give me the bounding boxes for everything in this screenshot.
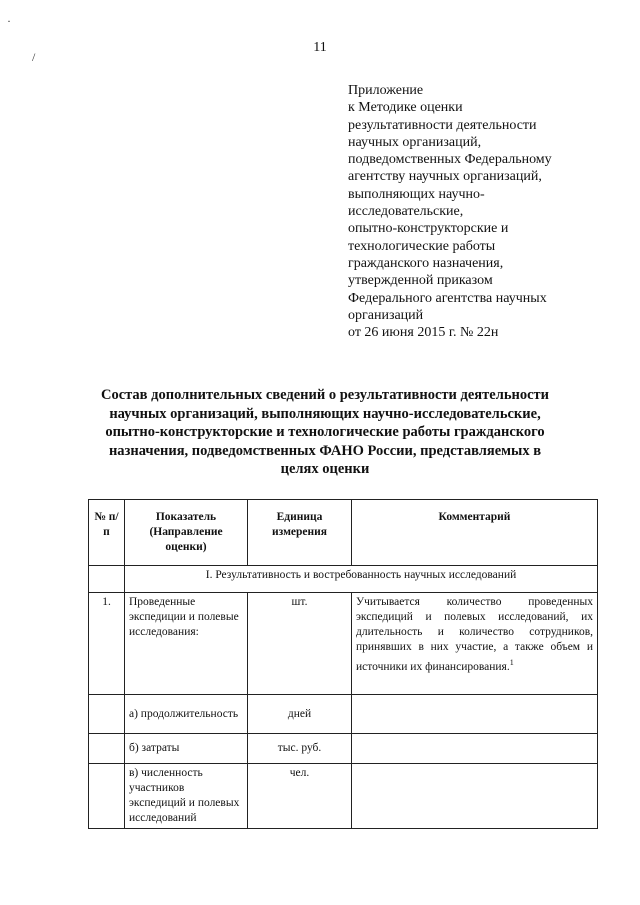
table-row [89, 764, 598, 829]
table-row [89, 734, 598, 764]
row-comment [352, 695, 598, 734]
title-line: Состав дополнительных сведений о результативности деятельности [100, 387, 550, 403]
footnote-marker: 1 [509, 658, 514, 667]
appendix-line: выполняющих научно- [348, 186, 485, 202]
row-indicator: б) затраты [125, 734, 248, 764]
section-row [89, 566, 598, 593]
header-num: № п/п [89, 500, 125, 566]
appendix-line: гражданского назначения, [348, 255, 504, 271]
table-header-row [89, 500, 598, 566]
scan-mark: · [7, 14, 11, 28]
appendix-line: опытно-конструкторские и [348, 221, 509, 237]
appendix-line: результативности деятельности [348, 117, 537, 133]
row-num: 1. [89, 593, 125, 695]
appendix-line: от 26 июня 2015 г. № 22н [348, 325, 499, 341]
row-comment [352, 734, 598, 764]
row-unit: чел. [248, 764, 352, 829]
row-comment [352, 764, 598, 829]
appendix-line: организаций [348, 307, 424, 323]
scan-mark: / [32, 50, 36, 64]
appendix-line: к Методике оценки [348, 100, 463, 116]
appendix-line: утвержденной приказом [348, 273, 493, 289]
appendix-line: технологические работы [348, 238, 496, 254]
header-unit: Единица измерения [248, 500, 352, 566]
row-unit: дней [248, 695, 352, 734]
title-line: опытно-конструкторские и технологические работы гражданского [105, 424, 545, 440]
header-indicator: Показатель (Направление оценки) [125, 500, 248, 566]
title-line: научных организаций, выполняющих научно-исследовательские, [109, 405, 541, 422]
row-indicator: а) продолжительность [125, 695, 248, 734]
appendix-block [348, 82, 588, 341]
section-title: I. Результативность и востребованность научных исследований [125, 566, 598, 593]
appendix-line: агентству научных организаций, [348, 169, 542, 185]
row-indicator: в) численность участников экспедиций и полевых исследований [125, 764, 248, 829]
document-title [95, 386, 555, 479]
comment-text: Учитывается количество проведенных экспедиций и полевых исследований, их длительность и количество сотрудников, принявших в них участие, а также объем и источники их финансирования. [356, 596, 593, 673]
header-comment: Комментарий [352, 500, 598, 566]
table-row [89, 593, 598, 695]
row-num [89, 734, 125, 764]
row-unit: тыс. руб. [248, 734, 352, 764]
appendix-line: научных организаций, [348, 134, 482, 150]
indicators-table [88, 499, 598, 829]
row-indicator: Проведенные экспедиции и полевые исследования: [125, 593, 248, 695]
table-row [89, 695, 598, 734]
page-number: 11 [313, 40, 327, 55]
row-num [89, 764, 125, 829]
appendix-line: исследовательские, [348, 204, 464, 220]
title-line: назначения, подведомственных ФАНО России, представляемых в [108, 442, 542, 459]
row-unit: шт. [248, 593, 352, 695]
row-num [89, 695, 125, 734]
appendix-line: подведомственных Федеральному [348, 152, 552, 168]
section-num-cell [89, 566, 125, 593]
appendix-line: Федерального агентства научных [348, 290, 547, 306]
title-line: целях оценки [280, 461, 370, 477]
appendix-line: Приложение [348, 83, 424, 98]
row-comment [352, 593, 598, 695]
